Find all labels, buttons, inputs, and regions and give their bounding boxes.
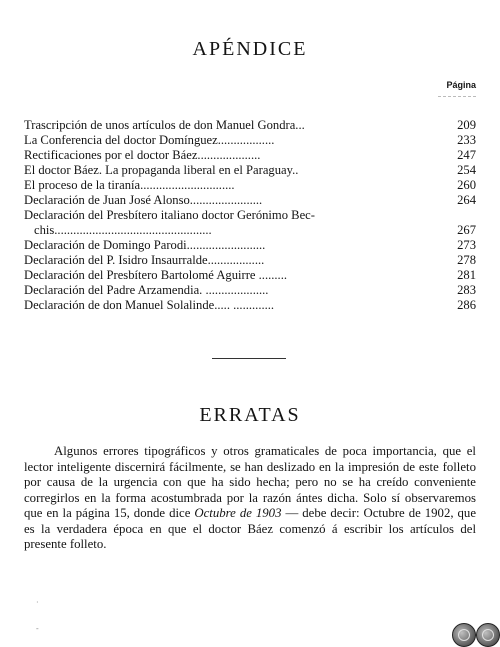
toc-entry-page: 209 bbox=[457, 118, 476, 132]
section-divider bbox=[212, 358, 286, 359]
toc-entry-text: Rectificaciones por el doctor Báez.................... bbox=[24, 148, 261, 162]
errata-text-after: — debe decir: Octubre de 1902, que es la verdadera época en que el doctor Báez comenzó á escribir los artículos del presente folleto. bbox=[24, 506, 477, 551]
library-stamp-icon bbox=[476, 623, 500, 647]
toc-entry-text: Declaración del Presbítero italiano doctor Gerónimo Bec- bbox=[24, 208, 315, 222]
errata-paragraph bbox=[24, 444, 476, 553]
toc-entry-page: 267 bbox=[457, 223, 476, 237]
toc-row bbox=[24, 163, 476, 178]
margin-mark: · bbox=[36, 598, 39, 607]
toc-entry-page: 278 bbox=[457, 253, 476, 267]
toc-row bbox=[24, 178, 476, 193]
toc-entry-page: 260 bbox=[457, 178, 476, 192]
toc-row bbox=[24, 238, 476, 253]
toc-entry-text: Declaración del P. Isidro Insaurralde.................. bbox=[24, 253, 265, 267]
toc-row bbox=[24, 193, 476, 208]
toc-entry-text: El doctor Báez. La propaganda liberal en el Paraguay.. bbox=[24, 163, 299, 177]
page-column-rule bbox=[438, 96, 476, 97]
toc-entry-text: La Conferencia del doctor Domínguez.................. bbox=[24, 133, 275, 147]
toc-entry-text: Declaración de don Manuel Solalinde..... ............. bbox=[24, 298, 275, 312]
toc-row bbox=[24, 148, 476, 163]
toc-entry-page: 254 bbox=[457, 163, 476, 177]
appendix-title: APÉNDICE bbox=[192, 38, 308, 60]
toc-entry-text: Declaración de Juan José Alonso....................... bbox=[24, 193, 263, 207]
toc-entry-page: 233 bbox=[457, 133, 476, 147]
toc-entry-page: 247 bbox=[457, 148, 476, 162]
toc-entry-text: chis.................................................. bbox=[34, 223, 212, 237]
margin-mark: - bbox=[36, 624, 39, 633]
toc-row bbox=[24, 223, 476, 238]
toc-row bbox=[24, 208, 476, 223]
toc-row bbox=[24, 118, 476, 133]
toc-entry-page: 286 bbox=[457, 298, 476, 312]
appendix-table-of-contents bbox=[24, 118, 476, 313]
toc-row bbox=[24, 298, 476, 313]
toc-row bbox=[24, 268, 476, 283]
toc-entry-page: 273 bbox=[457, 238, 476, 252]
toc-entry-text: El proceso de la tiranía.............................. bbox=[24, 178, 235, 192]
toc-entry-page: 283 bbox=[457, 283, 476, 297]
errata-text-before: Algunos errores tipográficos y otros gramaticales de poca importancia, que el lector inteligente discernirá fácilmente, se han deslizado en la impresión de este folleto por causa de la urgencia con que ha sido hecha; pero no se ha creído conveniente corregirlos en la forma acostumbrada por la razón ántes dicha. Solo sí observaremos que en la página 15, donde dice bbox=[24, 444, 476, 520]
toc-entry-text: Trascripción de unos artículos de don Manuel Gondra... bbox=[24, 118, 305, 132]
page-column-header: Página bbox=[446, 80, 476, 90]
toc-row bbox=[24, 133, 476, 148]
errata-title: ERRATAS bbox=[199, 404, 301, 426]
toc-entry-page: 264 bbox=[457, 193, 476, 207]
library-stamp-icon bbox=[452, 623, 476, 647]
toc-row bbox=[24, 283, 476, 298]
toc-row bbox=[24, 253, 476, 268]
toc-entry-text: Declaración de Domingo Parodi......................... bbox=[24, 238, 266, 252]
errata-italic-date: Octubre de 1903 bbox=[194, 506, 282, 520]
toc-entry-text: Declaración del Presbítero Bartolomé Aguirre ......... bbox=[24, 268, 287, 282]
toc-entry-page: 281 bbox=[457, 268, 476, 282]
toc-entry-text: Declaración del Padre Arzamendia. .................... bbox=[24, 283, 269, 297]
